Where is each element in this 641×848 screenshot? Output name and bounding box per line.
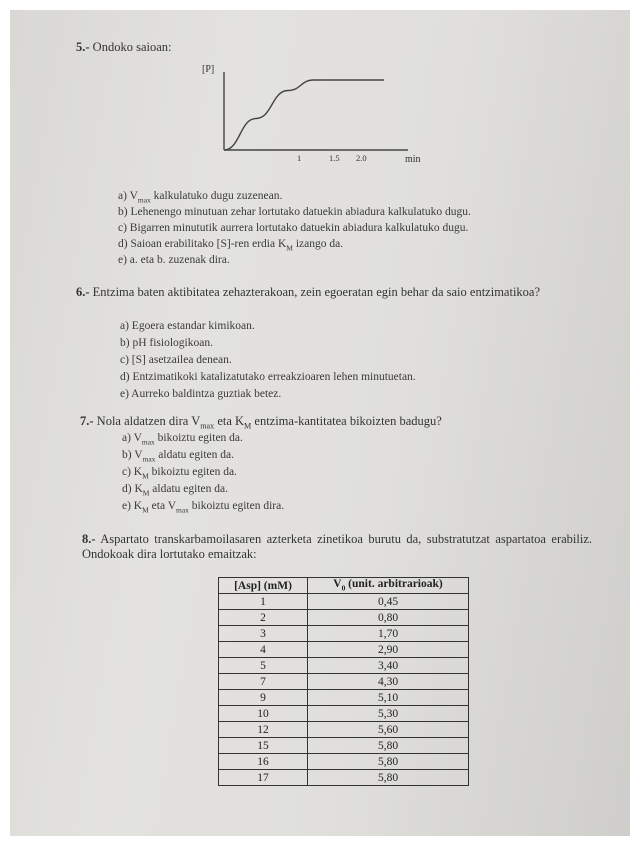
- exam-page: [10, 10, 630, 836]
- table-row: [219, 674, 469, 690]
- table-row: [219, 610, 469, 626]
- table-header-row: [219, 578, 469, 594]
- velocity-cell: 4,30: [308, 674, 469, 690]
- asp-concentration-cell: 7: [219, 674, 308, 690]
- velocity-cell: 0,45: [308, 594, 469, 610]
- velocity-cell: 5,60: [308, 722, 469, 738]
- graph-tick-1-5: 1.5: [329, 153, 340, 163]
- q6-option-b: b) pH fisiologikoan.: [120, 337, 213, 349]
- table-row: [219, 738, 469, 754]
- table-row: [219, 658, 469, 674]
- velocity-cell: 2,90: [308, 642, 469, 658]
- table-row: [219, 754, 469, 770]
- asp-concentration-cell: 17: [219, 770, 308, 786]
- question-5-number: 5.-: [76, 40, 90, 54]
- question-8-number: 8.-: [82, 532, 96, 546]
- q5-option-a: a) $V_{max}$ kalkulatuko dugu zuzenean.: [118, 190, 283, 205]
- q7-option-e: e) $K_M$ eta $V_{max}$ bikoiztu egiten dira.: [122, 500, 285, 515]
- header-asp: [Asp] (mM): [219, 578, 308, 594]
- asp-concentration-cell: 9: [219, 690, 308, 706]
- q7-option-c: c) $K_M$ bikoiztu egiten da.: [122, 466, 237, 481]
- q6-option-d: d) Entzimatikoki katalizatutako erreakzioaren lehen minutuetan.: [120, 371, 416, 383]
- graph-x-label: min: [405, 154, 421, 165]
- asp-concentration-cell: 16: [219, 754, 308, 770]
- q7-option-b: b) $V_{max}$ aldatu egiten da.: [122, 449, 234, 464]
- q5-option-b: b) Lehenengo minutuan zehar lortutako datuekin abiadura kalkulatuko dugu.: [118, 206, 471, 218]
- question-5-title: [76, 40, 171, 55]
- question-7-text: 7.- Nola aldatzen dira $V_{max}$ eta $K_M$ entzima-kantitatea bikoizten badugu?: [80, 414, 442, 431]
- question-7-number: 7.-: [80, 414, 94, 428]
- velocity-cell: 0,80: [308, 610, 469, 626]
- velocity-cell: 5,80: [308, 754, 469, 770]
- graph-y-label: [P]: [202, 64, 215, 75]
- question-6-text: 6.- Entzima baten aktibitatea zehazterakoan, zein egoeratan egin behar da saio entzimatikoa?: [76, 285, 541, 299]
- asp-concentration-cell: 15: [219, 738, 308, 754]
- table-row: [219, 690, 469, 706]
- asp-concentration-cell: 2: [219, 610, 308, 626]
- asp-concentration-cell: 4: [219, 642, 308, 658]
- table-row: [219, 642, 469, 658]
- q6-option-e: e) Aurreko baldintza guztiak betez.: [120, 388, 282, 400]
- graph-tick-2-0: 2.0: [356, 153, 367, 163]
- q5-option-c: c) Bigarren minututik aurrera lortutako datuekin abiadura kalkulatuko dugu.: [118, 222, 469, 234]
- q6-option-c: c) [S] asetzailea denean.: [120, 354, 232, 366]
- header-v0: $V_0$ (unit. arbitrarioak): [308, 578, 469, 594]
- question-8-text: 8.- Aspartato transkarbamoilasaren azterketa zinetikoa burutu da, substratutzat aspartatoa erabiliz. Ondokoak dira lortutako emaitzak:: [82, 532, 592, 561]
- velocity-cell: 5,80: [308, 770, 469, 786]
- document-photo: [10, 10, 630, 836]
- table-row: [219, 770, 469, 786]
- table-row: [219, 722, 469, 738]
- asp-concentration-cell: 1: [219, 594, 308, 610]
- asp-concentration-cell: 12: [219, 722, 308, 738]
- velocity-cell: 5,80: [308, 738, 469, 754]
- q6-option-a: a) Egoera estandar kimikoan.: [120, 320, 255, 332]
- velocity-cell: 5,10: [308, 690, 469, 706]
- asp-concentration-cell: 5: [219, 658, 308, 674]
- aspartate-kinetics-table: [218, 577, 469, 786]
- q5-option-e: e) a. eta b. zuzenak dira.: [118, 254, 230, 266]
- asp-concentration-cell: 10: [219, 706, 308, 722]
- graph-curve: [224, 80, 384, 150]
- table-row: [219, 594, 469, 610]
- q7-option-d: d) $K_M$ aldatu egiten da.: [122, 483, 228, 498]
- q7-option-a: a) $V_{max}$ bikoiztu egiten da.: [122, 432, 243, 447]
- asp-concentration-cell: 3: [219, 626, 308, 642]
- product-time-graph: [190, 60, 450, 190]
- velocity-cell: 3,40: [308, 658, 469, 674]
- table-row: [219, 626, 469, 642]
- question-6-number: 6.-: [76, 285, 90, 299]
- graph-canvas: [190, 60, 450, 190]
- velocity-cell: 1,70: [308, 626, 469, 642]
- velocity-cell: 5,30: [308, 706, 469, 722]
- graph-tick-1: 1: [297, 153, 302, 163]
- table-body: [219, 594, 469, 786]
- question-5-text: Ondoko saioan:: [92, 40, 172, 54]
- table-row: [219, 706, 469, 722]
- q5-option-d: d) Saioan erabilitako [S]-ren erdia $K_M$ izango da.: [118, 238, 344, 253]
